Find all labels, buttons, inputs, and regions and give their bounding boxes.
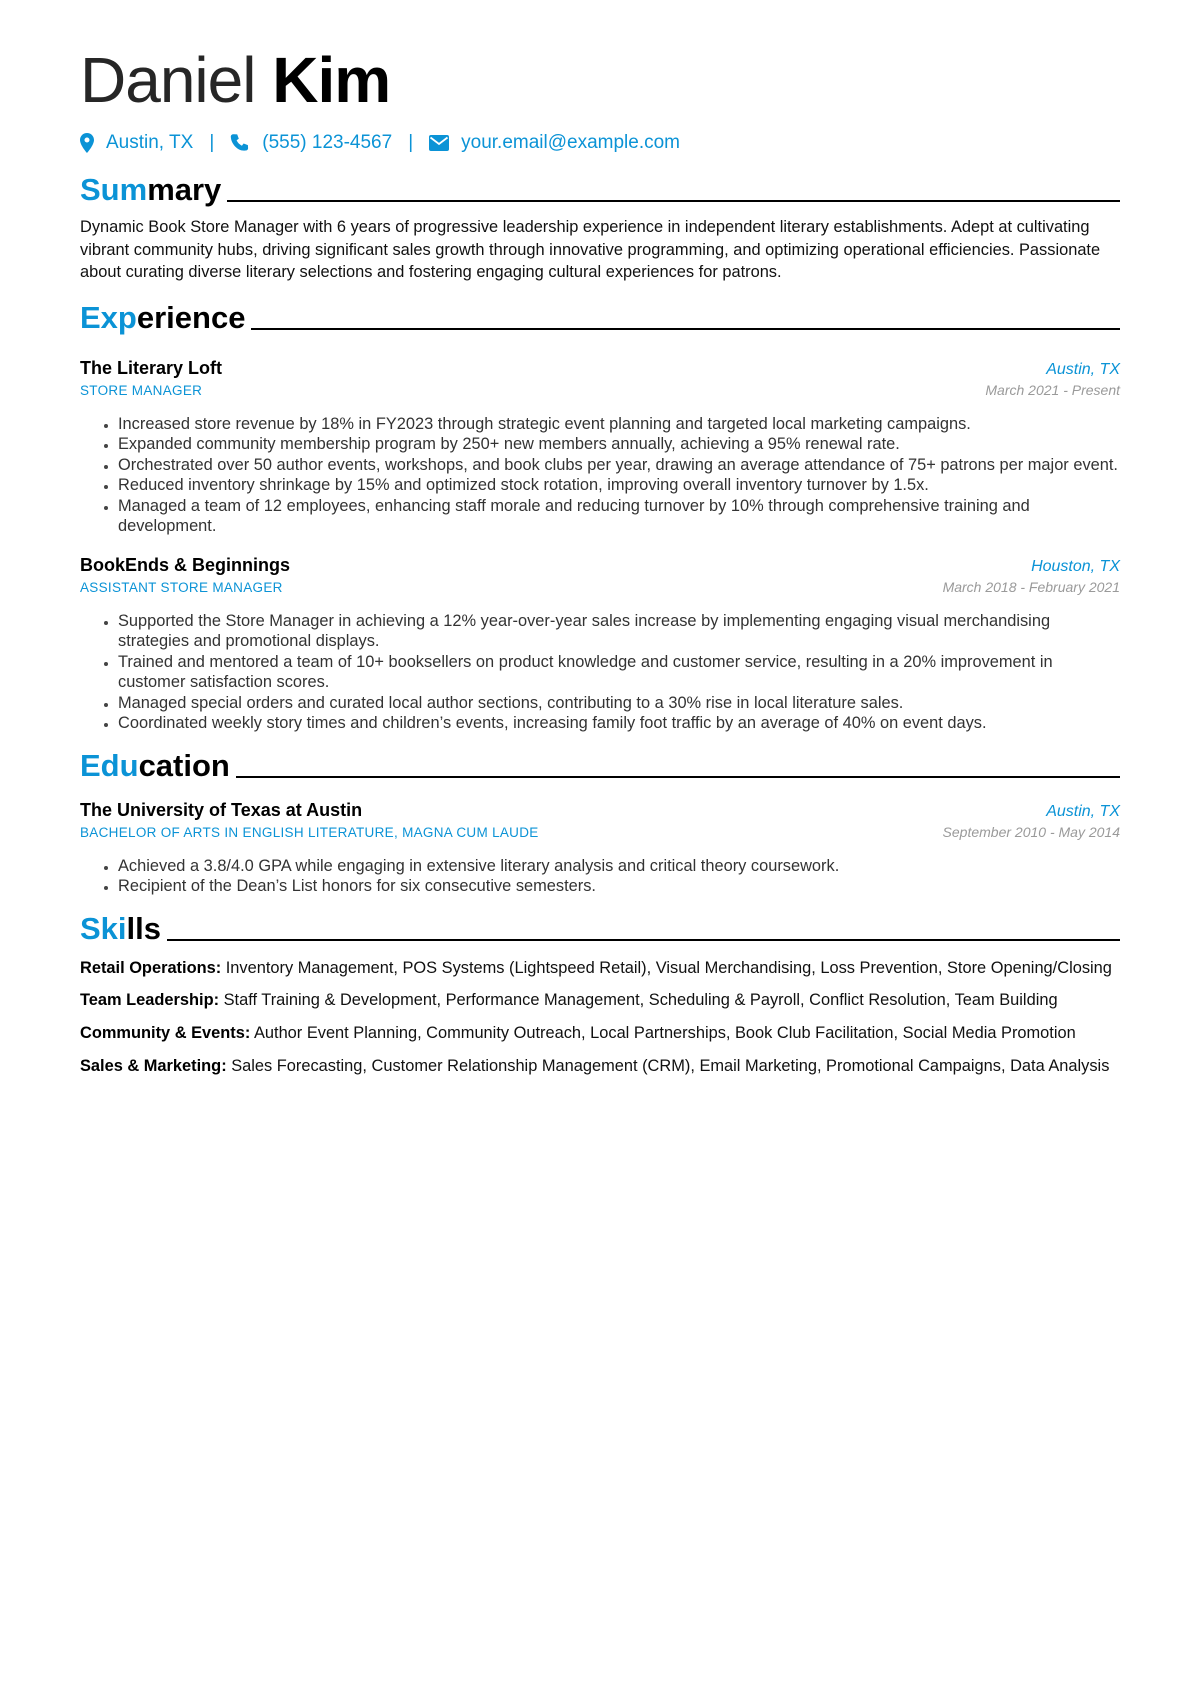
list-item: • Trained and mentored a team of 10+ booksellers on product knowledge and customer service, resulting in a 20% improvement in customer satisfaction scores. (118, 652, 1120, 693)
section-rule (227, 200, 1120, 202)
skills-list (80, 957, 1120, 1077)
job-location: Austin, TX (1046, 360, 1120, 378)
section-rule (236, 776, 1120, 778)
list-item: • Increased store revenue by 18% in FY2023 through strategic event planning and targeted local marketing campaigns. (118, 414, 1120, 435)
education-bullets (80, 856, 1120, 897)
summary-text: Dynamic Book Store Manager with 6 years of progressive leadership experience in independent literary establishments. Adept at cultivating vibrant community hubs, driving significant sales growth through innovative programming, and optimizing operational efficiencies. Passionate about curating diverse literary selections and fostering engaging cultural experiences for patrons. (80, 218, 1101, 282)
list-item: • Managed a team of 12 employees, enhancing staff morale and reducing turnover by 10% through comprehensive training and development. (118, 496, 1120, 537)
education-heading (80, 744, 1120, 784)
list-item: • Recipient of the Dean’s List honors for six consecutive semesters. (118, 876, 1120, 897)
contact-line (80, 126, 1120, 160)
list-item: • Supported the Store Manager in achieving a 12% year-over-year sales increase by implementing engaging visual merchandising strategies and promotional displays. (118, 611, 1120, 652)
job-location: Houston, TX (1031, 557, 1120, 575)
skill-row (80, 989, 1120, 1012)
list-item: • Expanded community membership program by 250+ new members annually, achieving a 95% renewal rate. (118, 434, 1120, 455)
skill-value: Inventory Management, POS Systems (Lightspeed Retail), Visual Merchandising, Loss Prevention, Store Opening/Closing (225, 958, 1112, 977)
school-location: Austin, TX (1046, 802, 1120, 820)
list-item: • Managed special orders and curated local author sections, contributing to a 30% rise in local literature sales. (118, 693, 1120, 714)
contact-separator: | (209, 132, 215, 153)
education-dates: September 2010 - May 2014 (942, 823, 1120, 840)
skill-label: Retail Operations: (80, 958, 222, 977)
degree: BACHELOR OF ARTS IN ENGLISH LITERATURE, MAGNA CUM LAUDE (80, 824, 539, 840)
skill-row (80, 1055, 1120, 1078)
job-bullets (80, 611, 1120, 734)
job-title: ASSISTANT STORE MANAGER (80, 579, 283, 595)
education-entry (80, 798, 1120, 897)
skill-label: Community & Events: (80, 1023, 251, 1042)
company-name: The Literary Loft (80, 357, 223, 378)
school-name: The University of Texas at Austin (80, 799, 363, 820)
email-text: your.email@example.com (461, 132, 680, 153)
company-name: BookEnds & Beginnings (80, 554, 291, 575)
list-item: • Reduced inventory shrinkage by 15% and optimized stock rotation, improving overall inventory turnover by 1.5x. (118, 475, 1120, 496)
section-title: Summary (80, 172, 222, 207)
list-item: • Orchestrated over 50 author events, workshops, and book clubs per year, drawing an average attendance of 75+ patrons per major event. (118, 455, 1120, 476)
section-title: Experience (80, 299, 246, 335)
contact-location (80, 132, 193, 154)
candidate-name (80, 40, 1120, 120)
skill-row (80, 1022, 1120, 1045)
summary-heading (80, 168, 1120, 208)
skill-value: Staff Training & Development, Performance Management, Scheduling & Payroll, Conflict Resolution, Team Building (223, 991, 1058, 1010)
last-name: Kim (272, 44, 391, 116)
skill-label: Sales & Marketing: (80, 1056, 227, 1075)
skill-value: Sales Forecasting, Customer Relationship Management (CRM), Email Marketing, Promotional Campaigns, Data Analysis (231, 1056, 1110, 1075)
list-item: • Coordinated weekly story times and children’s events, increasing family foot traffic by an average of 40% on event days. (118, 713, 1120, 734)
job-bullets (80, 414, 1120, 537)
contact-phone[interactable] (230, 132, 392, 154)
first-name: Daniel (80, 44, 256, 116)
skill-label: Team Leadership: (80, 991, 220, 1010)
phone-text: (555) 123-4567 (262, 132, 393, 153)
skill-row (80, 957, 1120, 980)
job-dates: March 2021 - Present (985, 381, 1120, 398)
job-dates: March 2018 - February 2021 (942, 578, 1120, 595)
experience-heading (80, 296, 1120, 336)
experience-entry (80, 356, 1120, 537)
section-title: Education (80, 747, 230, 783)
phone-icon (230, 133, 250, 153)
section-title: Skills (80, 910, 161, 946)
section-rule (167, 939, 1120, 941)
section-rule (251, 328, 1120, 330)
experience-entry (80, 553, 1120, 734)
contact-email[interactable] (429, 132, 680, 154)
skills-heading (80, 907, 1120, 947)
location-text: Austin, TX (106, 132, 194, 153)
resume-page (80, 40, 1120, 1087)
contact-separator: | (408, 132, 414, 153)
envelope-icon (429, 135, 449, 151)
skill-value: Author Event Planning, Community Outreach, Local Partnerships, Book Club Facilitation, Social Media Promotion (253, 1023, 1076, 1042)
list-item: • Achieved a 3.8/4.0 GPA while engaging in extensive literary analysis and critical theory coursework. (118, 856, 1120, 877)
map-pin-icon (80, 133, 94, 153)
job-title: STORE MANAGER (80, 382, 203, 398)
